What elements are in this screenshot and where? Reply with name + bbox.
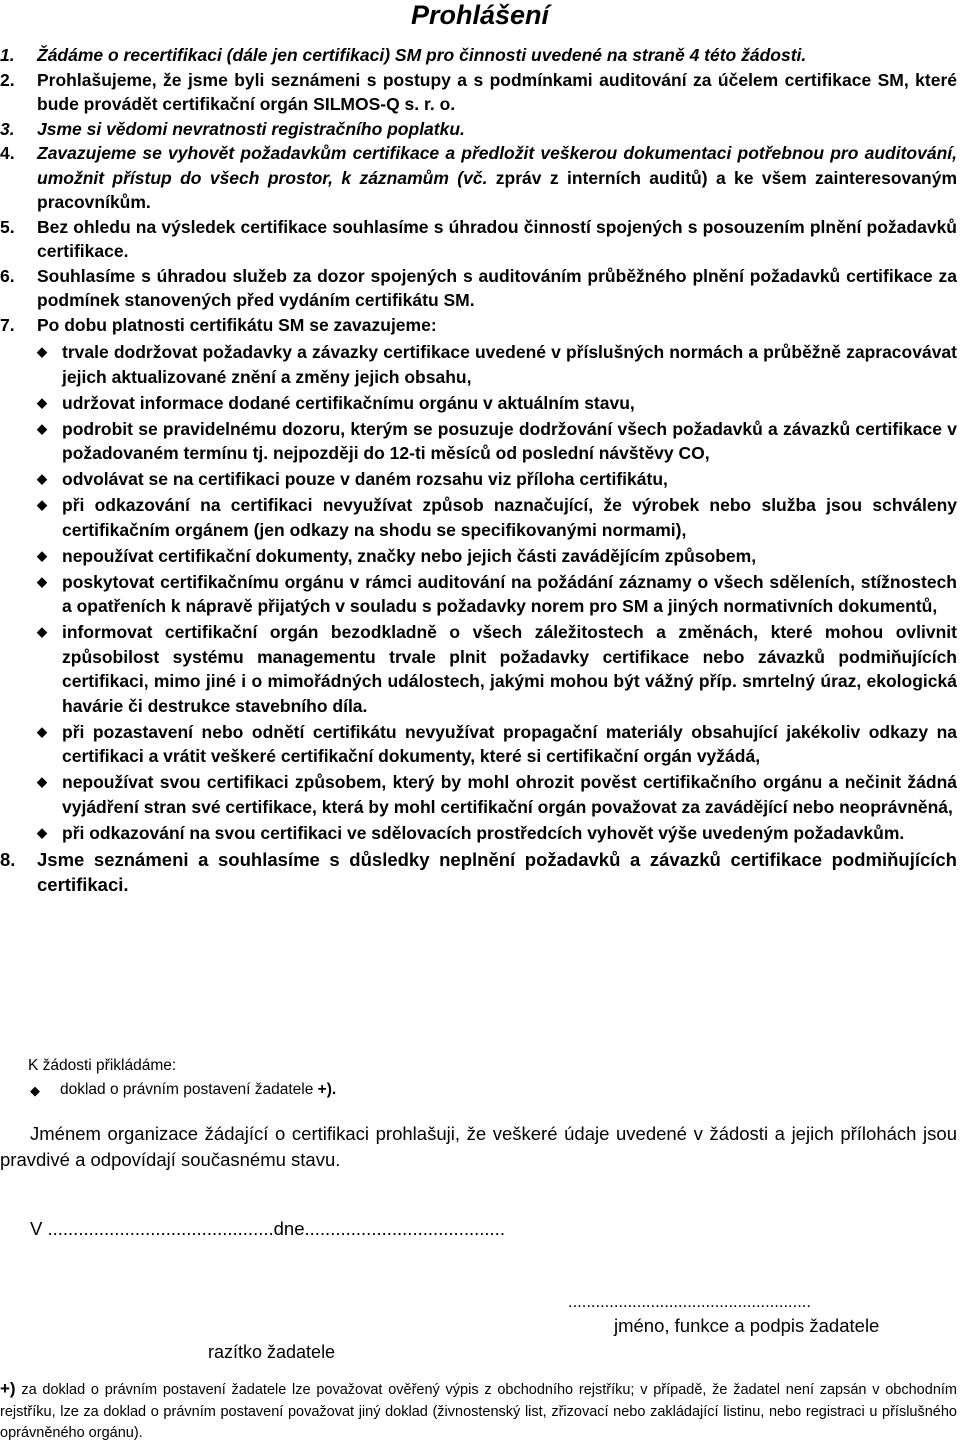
bullet-text: při pozastavení nebo odnětí certifikátu nevyužívat propagační materiály obsahující jakékoliv odkazy na certifikaci a vrátit veškeré certifikační dokumenty, které si certifikační orgán vyžádá, <box>62 721 957 766</box>
list-item-8 <box>0 847 960 897</box>
diamond-bullet-icon: ◆ <box>37 774 47 789</box>
declaration-list <box>0 43 960 897</box>
diamond-bullet-icon: ◆ <box>37 624 47 639</box>
bullet-text: poskytovat certifikačnímu orgánu v rámci auditování na požádání záznamy o všech sděleních, stížnostech a opatřeních k nápravě přijatých v souladu s požadavky norem pro SM a jiných normativních dokumentů, <box>62 571 957 616</box>
bullet-text: udržovat informace dodané certifikačnímu orgánu v aktuálním stavu, <box>62 392 635 413</box>
bullet-item <box>0 340 960 389</box>
attachments-heading: K žádosti přikládáme: <box>28 1057 177 1074</box>
item-text: Souhlasíme s úhradou služeb za dozor spojených s auditováním průběžného plnění požadavků certifikace za podmínek stanovených před vydáním certifikátu SM. <box>37 265 957 310</box>
bullet-item <box>0 391 960 416</box>
bullet-item <box>0 770 960 819</box>
diamond-bullet-icon: ◆ <box>37 497 47 512</box>
stamp-label: razítko žadatele <box>208 1342 336 1362</box>
item-number: 4. <box>0 143 15 163</box>
commitment-bullets <box>0 340 960 845</box>
list-item-4 <box>0 141 960 215</box>
bullet-text: informovat certifikační orgán bezodkladně o všech záležitostech a změnách, které mohou ovlivnit způsobilost systému managementu trvale plnit požadavky certifikace nebo závazků podmiňujících certifikaci, mimo jiné i o mimořádných událostech, jakými mohou být vážný příp. smrtelný úraz, ekologická havárie či destrukce stavebního díla. <box>62 622 957 716</box>
attachments-section <box>0 1054 960 1102</box>
item-text-italic: Zavazujeme se vyhovět požadavkům certifikace a předložit veškerou dokumentaci potřebnou pro auditování, umožnit přístup do všech prostor, k záznamům (vč. <box>37 143 957 188</box>
footnote-marker: +) <box>0 1379 16 1398</box>
bullet-text: podrobit se pravidelnému dozoru, kterým se posuzuje dodržování všech požadavků a závazků certifikace v požadovaném termínu tj. nejpozději do 12-ti měsíců od poslední návštěvy CO, <box>62 418 957 463</box>
diamond-bullet-icon: ◆ <box>37 547 47 563</box>
diamond-bullet-icon: ◆ <box>37 344 47 359</box>
list-item-2 <box>0 68 960 117</box>
item-text: Jsme si vědomi nevratnosti registračního poplatku. <box>37 118 465 139</box>
item-number: 1. <box>0 45 15 65</box>
item-number: 6. <box>0 265 15 286</box>
diamond-bullet-icon: ◆ <box>37 824 47 840</box>
diamond-bullet-icon: ◆ <box>37 723 47 739</box>
footnote <box>0 1378 957 1445</box>
item-text: Bez ohledu na výsledek certifikace souhlasíme s úhradou činností spojených s posouzením plnění požadavků certifikace. <box>37 216 957 261</box>
diamond-bullet-icon: ◆ <box>37 394 47 410</box>
item-number: 3. <box>0 118 15 139</box>
bullet-text: nepoužívat svou certifikaci způsobem, který by mohl ohrozit pověst certifikačního orgánu a nečinit žádná vyjádření stran své certifikace, která by mohl certifikační orgán považovat za zavádějící nebo neoprávněná, <box>62 772 957 817</box>
place-date-line: V ............................................dne....................................... <box>30 1218 505 1239</box>
bullet-text: nepoužívat certifikační dokumenty, značky nebo jejich části zavádějícím způsobem, <box>62 545 757 566</box>
bullet-item <box>0 467 960 492</box>
item-text: Žádáme o recertifikaci (dále jen certifikaci) SM pro činnosti uvedené na straně 4 této žádosti. <box>37 45 807 65</box>
bullet-item <box>0 821 960 846</box>
diamond-bullet-icon: ◆ <box>37 573 47 589</box>
footnote-text: za doklad o právním postavení žadatele lze považovat ověřený výpis z obchodního rejstříku; v případě, že žadatel není zapsán v obchodním rejstříku, lze za doklad o právním postavení považovat jiný doklad (živnostenský list, zřizovací nebo zakládající listinu, nebo registraci u příslušného oprávněného orgánu). <box>0 1382 957 1441</box>
bullet-item <box>0 544 960 569</box>
item-number: 8. <box>0 849 16 870</box>
list-item-6 <box>0 264 960 313</box>
bullet-item <box>0 720 960 769</box>
bullet-item <box>0 493 960 542</box>
diamond-bullet-icon: ◆ <box>37 471 47 486</box>
truthfulness-statement: Jménem organizace žádající o certifikaci prohlašuji, že veškeré údaje uvedené v žádosti a jejich přílohách jsou pravdivé a odpovídají současnému stavu. <box>0 1123 957 1170</box>
bullet-text: při odkazování na certifikaci nevyužívat způsob naznačující, že výrobek nebo služba jsou schváleny certifikačním orgánem (jen odkazy na shodu se specifikovanými normami), <box>62 495 957 540</box>
page-title: Prohlášení <box>410 0 550 30</box>
signature-label: jméno, funkce a podpis žadatele <box>614 1315 880 1336</box>
bullet-text: trvale dodržovat požadavky a závazky certifikace uvedené v příslušných normách a průběžně zapracovávat jejich aktualizované znění a změny jejich obsahu, <box>62 342 957 387</box>
item-number: 2. <box>0 69 15 90</box>
signature-line: ..................................................... <box>568 1293 811 1311</box>
bullet-text: při odkazování na svou certifikaci ve sdělovacích prostředcích vyhovět výše uvedeným požadavkům. <box>62 822 905 843</box>
item-text-rest: zpráv z interních auditů) a ke všem zainteresovaným pracovníkům. <box>37 167 958 212</box>
list-item-1 <box>0 43 960 68</box>
diamond-bullet-icon: ◆ <box>30 1083 40 1098</box>
attachment-footnote-marker: +). <box>317 1081 337 1098</box>
attachment-text: doklad o právním postavení žadatele <box>60 1081 318 1098</box>
bullet-text: odvolávat se na certifikaci pouze v daném rozsahu viz příloha certifikátu, <box>62 469 668 489</box>
list-item-3 <box>0 117 960 142</box>
item-text: Po dobu platnosti certifikátu SM se zavazujeme: <box>37 314 437 335</box>
item-text: Prohlašujeme, že jsme byli seznámeni s postupy a s podmínkami auditování za účelem certifikace SM, které bude provádět certifikační orgán SILMOS-Q s. r. o. <box>37 69 957 114</box>
attachment-item <box>0 1078 960 1102</box>
bullet-item <box>0 417 960 466</box>
item-number: 7. <box>0 314 15 335</box>
item-text: Jsme seznámeni a souhlasíme s důsledky neplnění požadavků a závazků certifikace podmiňujících certifikaci. <box>37 849 957 895</box>
list-item-5 <box>0 215 960 264</box>
list-item-7 <box>0 313 960 338</box>
item-number: 5. <box>0 216 15 237</box>
bullet-item <box>0 570 960 619</box>
diamond-bullet-icon: ◆ <box>37 420 47 436</box>
bullet-item <box>0 620 960 718</box>
